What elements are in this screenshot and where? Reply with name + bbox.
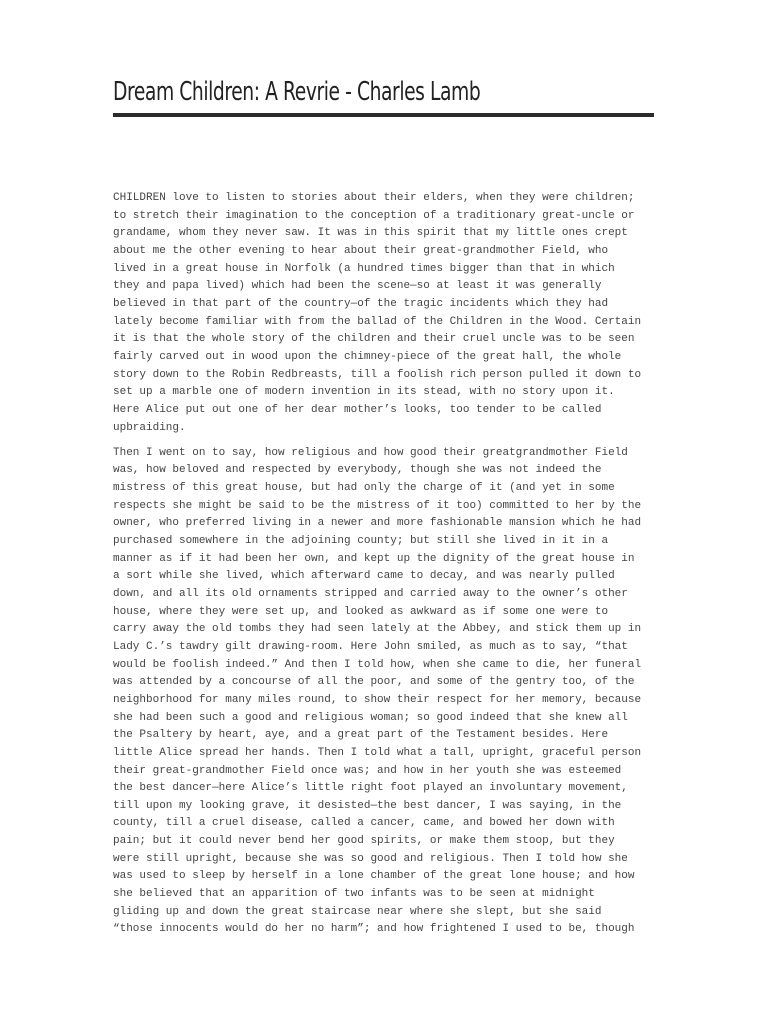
paragraph-2: Then I went on to say, how religious and how good their greatgrandmother Field was, how beloved and respected by everybody, though she was not indeed the mistress of this great house, but had only the charge of it (and yet in some respects she might be said to be the mistress of it too) committed to her by the owner, who preferred living in a newer and more fashionable mansion which he had purchased somewhere in the adjoining county; but still she lived in it in a manner as if it had been her own, and kept up the dignity of the great house in a sort while she lived, which afterward came to decay, and was nearly pulled down, and all its old ornaments stripped and carried away to the owner’s other house, where they were set up, and looked as awkward as if some one were to carry away the old tombs they had seen lately at the Abbey, and stick them up in Lady C.’s tawdry gilt drawing-room. Here John smiled, as much as to say, “that would be foolish indeed.” And then I told how, when she came to die, her funeral was attended by a concourse of all the poor, and some of the gentry too, of the neighborhood for many miles round, to show their respect for her memory, because she had been such a good and religious woman; so good indeed that she knew all the Psaltery by heart, aye, and a great part of the Testament besides. Here little Alice spread her hands. Then I told what a tall, upright, graceful person their great-grandmother Field once was; and how in her youth she was esteemed the best dancer—here Alice’s little right foot played an involuntary movement, till upon my looking grave, it desisted—the best dancer, I was saying, in the county, till a cruel disease, called a cancer, came, and bowed her down with pain; but it could never bend her good spirits, or make them stoop, but they were still upright, because she was so good and religious. Then I told how she was used to sleep by herself in a lone chamber of the great lone house; and how she believed that an apparition of two infants was to be seen at midnight gliding up and down the great staircase near where she slept, but she said “those innocents would do her no harm”; and how frightened I used to be, though xyxy=(113,446,642,936)
page-title: Dream Children: A Revrie - Charles Lamb xyxy=(113,77,481,107)
article-body xyxy=(113,190,658,947)
paragraph-1: CHILDREN love to listen to stories about their elders, when they were children; to stretch their imagination to the conception of a traditionary great-uncle or grandame, whom they never saw. It was in this spirit that my little ones crept about me the other evening to hear about their great-grandmother Field, who lived in a great house in Norfolk (a hundred times bigger than that in which they and papa lived) which had been the scene—so at least it was generally believed in that part of the country—of the tragic incidents which they had lately become familiar with from the ballad of the Children in the Wood. Certain it is that the whole story of the children and their cruel uncle was to be seen fairly carved out in wood upon the chimney-piece of the great hall, the whole story down to the Robin Redbreasts, till a foolish rich person pulled it down to set up a marble one of modern invention in its stead, with no story upon it. Here Alice put out one of her dear mother’s looks, too tender to be called upbraiding. xyxy=(113,192,642,434)
title-divider xyxy=(113,113,654,117)
